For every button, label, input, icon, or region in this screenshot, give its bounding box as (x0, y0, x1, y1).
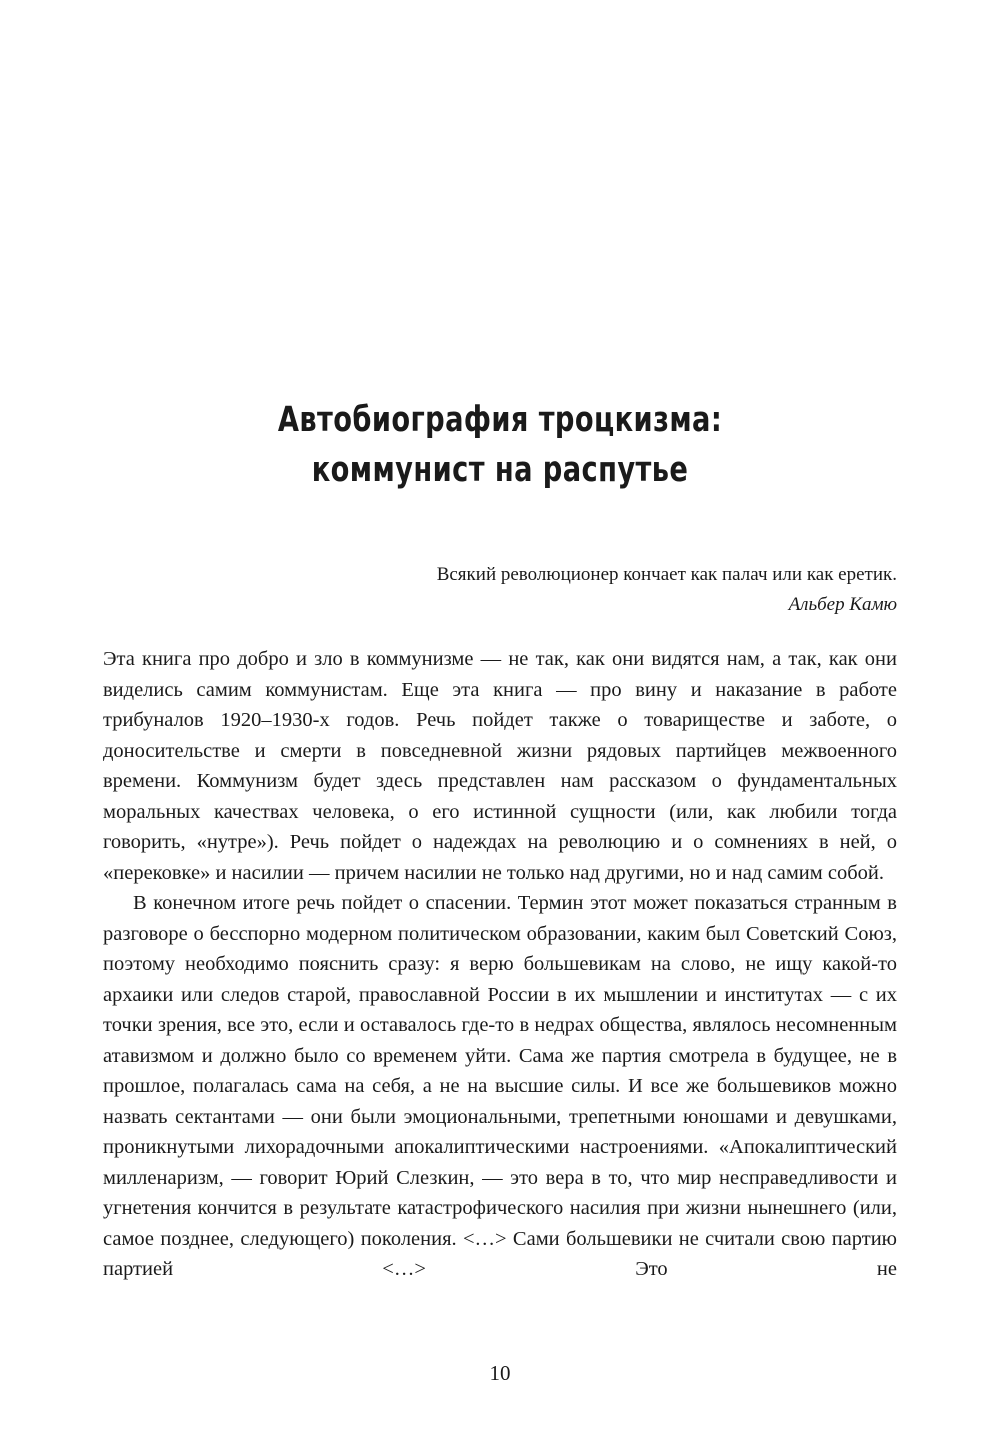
chapter-title-line-2: коммунист на распутье (311, 450, 689, 490)
chapter-title-line-1: Автобиография троцкизма: (277, 400, 723, 440)
paragraph-1: Эта книга про добро и зло в коммунизме — не так, как они видятся нам, а так, как они виделись самим коммунистам. Еще эта книга — про вину и наказание в работе трибуналов 1920–1930-х годов. Речь пойдет также о товариществе и заботе, о доносительстве и смерти в повседневной жизни рядовых партийцев межвоенного времени. Коммунизм будет здесь представлен нам рассказом о фундаментальных моральных качествах человека, о его истинной сущности (или, как любили тогда говорить, «нутре»). Речь пойдет о надеждах на революцию и о сомнениях в ней, о «перековке» и насилии — причем насилии не только над другими, но и над самим собой. (103, 648, 897, 884)
epigraph (197, 560, 897, 620)
epigraph-quote: Всякий революционер кончает как палач или как еретик. (436, 564, 897, 585)
epigraph-author: Альбер Камю (788, 594, 897, 615)
chapter-title (110, 395, 890, 495)
page-number: 10 (489, 1361, 511, 1385)
paragraph-2: В конечном итоге речь пойдет о спасении. Термин этот может показаться странным в разговоре о бесспорно модерном политическом образовании, каким был Советский Союз, поэтому необходимо пояснить сразу: я верю большевикам на слово, не ищу какой-то архаики или следов старой, православной России в их мышлении и институтах — с их точки зрения, все это, если и оставалось где-то в недрах общества, являлось несомненным атавизмом и должно было со временем уйти. Сама же партия смотрела в будущее, не в прошлое, полагалась сама на себя, а не на высшие силы. И все же большевиков можно назвать сектантами — они были эмоциональными, трепетными юношами и девушками, проникнутыми лихорадочными апокалиптическими настроениями. «Апокалиптический милленаризм, — говорит Юрий Слезкин, — это вера в то, что мир несправедливости и угнетения кончится в результате катастрофического насилия при жизни нынешнего (или, самое позднее, следующего) поколения. <…> Сами большевики не считали свою партию партией <…> Это не (103, 892, 897, 1280)
body-text (103, 644, 897, 1285)
